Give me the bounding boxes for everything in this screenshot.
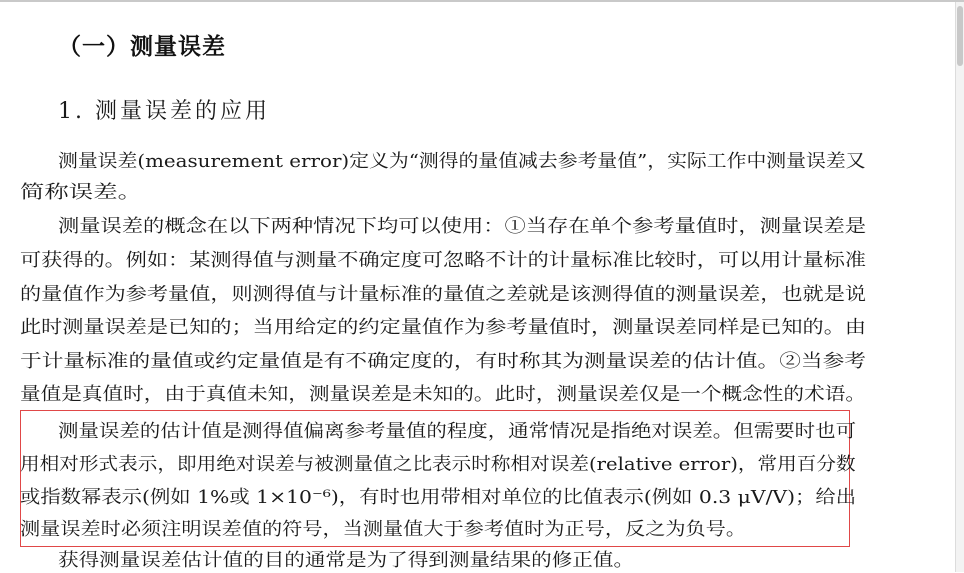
subsection-heading: 1. 测量误差的应用 bbox=[58, 99, 270, 124]
paragraph-3-line-4: 测量误差时必须注明误差值的符号，当测量值大于参考值时为正号，反之为负号。 bbox=[20, 519, 747, 540]
section-heading: （一）测量误差 bbox=[58, 34, 226, 60]
paragraph-2-line-4: 此时测量误差是已知的；当用给定的约定量值作为参考量值时，测量误差同样是已知的。由 bbox=[20, 317, 866, 338]
paragraph-3-line-2: 用相对形式表示，即用绝对误差与被测量值之比表示时称相对误差(relative error)，常用百分数 bbox=[20, 454, 856, 475]
paragraph-1-line-1: 测量误差(measurement error)定义为“测得的量值减去参考量值”，实际工作中测量误差又 bbox=[58, 151, 866, 172]
paragraph-4-line-1: 获得测量误差估计值的目的通常是为了得到测量结果的修正值。 bbox=[58, 550, 635, 571]
page-top-border bbox=[0, 0, 964, 2]
paragraph-1-line-2: 简称误差。 bbox=[20, 182, 143, 203]
paragraph-3-line-1: 测量误差的估计值是测得值偏离参考量值的程度，通常情况是指绝对误差。但需要时也可 bbox=[58, 421, 857, 442]
paragraph-2-line-2: 可获得的。例如：某测得值与测量不确定度可忽略不计的计量标准比较时，可以用计量标准 bbox=[20, 250, 866, 271]
paragraph-2-line-3: 的量值作为参考量值，则测得值与计量标准的量值之差就是该测得值的测量误差，也就是说 bbox=[20, 284, 866, 305]
vertical-scrollbar[interactable] bbox=[955, 2, 964, 572]
paragraph-2-line-5: 于计量标准的量值或约定量值是有不确定度的，有时称其为测量误差的估计值。②当参考 bbox=[20, 351, 866, 372]
paragraph-2-line-6: 量值是真值时，由于真值未知，测量误差是未知的。此时，测量误差仅是一个概念性的术语。 bbox=[20, 384, 866, 405]
paragraph-2-line-1: 测量误差的概念在以下两种情况下均可以使用：①当存在单个参考量值时，测量误差是 bbox=[58, 216, 867, 237]
paragraph-3-line-3: 或指数幂表示(例如 1%或 1×10⁻⁶)，有时也用带相对单位的比值表示(例如 0.3 μV/V)；给出 bbox=[20, 487, 857, 508]
scrollbar-thumb[interactable] bbox=[957, 6, 963, 66]
